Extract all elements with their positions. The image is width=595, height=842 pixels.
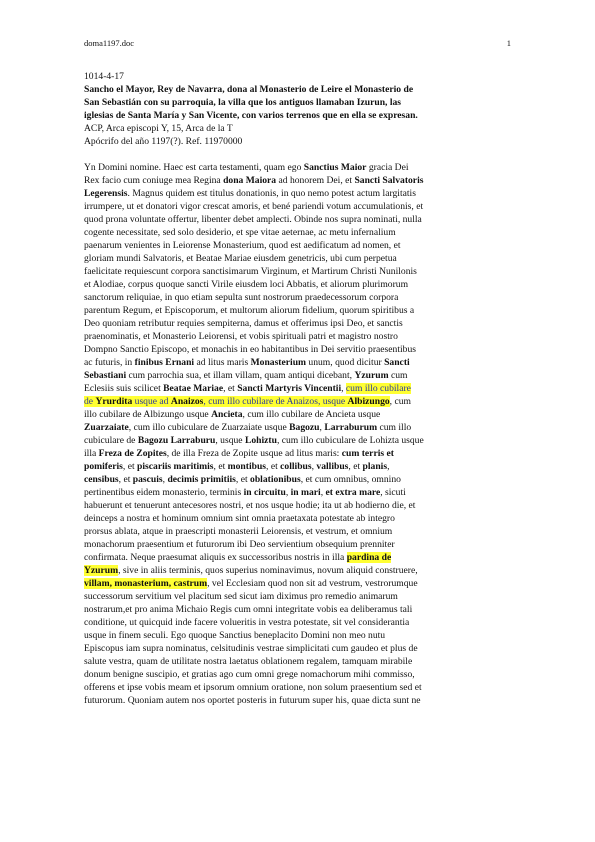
text-run: , de illa Freza de Zopite usque ad litus maris: — [166, 448, 342, 459]
body-line — [84, 317, 514, 330]
body-line — [84, 564, 514, 577]
text-run: et Alodiae, corpus quoque sancti Virile eiusdem loci Abbatis, et aliorum plurimorum — [84, 279, 409, 290]
body-line — [84, 174, 514, 187]
text-run: cum parrochia sua, et illam villam, quam antiqui dicebant, — [126, 370, 355, 381]
text-run: , — [320, 487, 326, 498]
body-line — [84, 369, 514, 382]
text-run: cubiculare de — [84, 435, 138, 446]
bold-text: Legerensis — [84, 188, 128, 199]
body-line — [84, 434, 514, 447]
text-run: ac futuris, in — [84, 357, 135, 368]
body-line — [84, 382, 514, 395]
text-run: Apócrifo del año 1197(?). Ref. 11970000 — [84, 136, 243, 147]
bold-text: San Sebastián con su parroquia, la villa que los antiguos llamaban Izurun, las — [84, 97, 402, 108]
body-line — [84, 629, 514, 642]
text-run: unum, quod dicitur — [306, 357, 385, 368]
body-line — [84, 161, 514, 174]
highlighted-text: Albizungo — [347, 396, 390, 407]
text-run: illa — [84, 448, 99, 459]
text-run: nostrarum,et pro anima Michaio Regis cum omni integritate vobis ea deliberamus tali — [84, 604, 413, 615]
body-line — [84, 551, 514, 564]
bold-text: pascuis — [132, 474, 163, 485]
body-line — [84, 577, 514, 590]
bold-text: Larraburum — [324, 422, 378, 433]
text-run: pertinentibus eidem monasterio, terminis — [84, 487, 244, 498]
text-run: gloriam mundi Salvatoris, et Beatae Mariae eiusdem genetricis, ubi cum perpetua — [84, 253, 397, 264]
text-run: Yn Domini nomine. Haec est carta testamenti, quam ego — [84, 162, 304, 173]
text-run: illo cubilare de Albizungo usque — [84, 409, 212, 420]
bold-text: dona Maiora — [223, 175, 277, 186]
text-run: ad honorem Dei, et — [276, 175, 355, 186]
bold-text: Sancti — [384, 357, 410, 368]
highlighted-text: Anaizos — [170, 396, 204, 407]
body-line — [84, 681, 514, 694]
bold-text: Bagozu — [289, 422, 320, 433]
text-run: Dompno Sanctio Episcopo, et monachis in eo habitantibus in Dei servitio praesentibus — [84, 344, 416, 355]
text-run: donum benigne suscipio, et gratias ago cum omni grege nomachorum mihi commisso, — [84, 669, 415, 680]
text-run: habuerunt et tenuerunt antecesores nostri, et nos usque hodie; ita ut ab hodierno die, et — [84, 500, 416, 511]
text-run: , et — [223, 383, 238, 394]
text-run: cogente necessitate, sed solo desiderio, et spe vitae aeternae, ac metu infernalium — [84, 227, 396, 238]
highlighted-text: usque ad — [132, 396, 171, 407]
bold-text: Sancho el Mayor, Rey de Navarra, dona al Monasterio de Leire el Monasterio de — [84, 84, 414, 95]
highlighted-text: Yzurum — [84, 565, 119, 576]
body-line — [84, 278, 514, 291]
body-line — [84, 226, 514, 239]
text-run: , cum — [389, 396, 411, 407]
body-line — [84, 525, 514, 538]
text-run: usque in finem seculi. Ego quoque Sanctius beneplacito Domini non meo nutu — [84, 630, 386, 641]
body-line — [84, 447, 514, 460]
highlighted-text: cum illo cubilare — [345, 383, 411, 394]
text-run: gracia Dei — [366, 162, 409, 173]
text-run: successorum servitium vel placitum sed sicut iam diximus pro remedio animarum — [84, 591, 398, 602]
body-line — [84, 486, 514, 499]
text-run: , vel Ecclesiam quod non sit ad vestrum, vestrorumque — [207, 578, 418, 589]
text-run: , et — [235, 474, 251, 485]
text-run: , et — [213, 461, 228, 472]
text-run: confirmata. Neque praesumat aliquis ex successoribus nostris in illa — [84, 552, 347, 563]
highlighted-text: , cum illo cubilare de Anaizos, usque — [203, 396, 348, 407]
bold-text: Freza de Zopites — [98, 448, 167, 459]
text-run: Deo quoniam retributur requies sempiterna, damus et offerimus ipsi Deo, et sanctis — [84, 318, 403, 329]
text-run: Rex facio cum coniuge mea Regina — [84, 175, 224, 186]
body-line — [84, 291, 514, 304]
text-run: cum illo — [377, 422, 412, 433]
bold-text: Ancieta — [211, 409, 243, 420]
text-run: monachorum praesentium et futurorum ibi Deo servientium obsequium prenniter — [84, 539, 395, 550]
bold-text: et extra mare — [325, 487, 381, 498]
bold-text: Sancti Martyris Vincentii — [237, 383, 342, 394]
text-run: , et — [266, 461, 281, 472]
text-run: praenominatis, et Monasterio Leiorensi, et vobis spirituali patri et magistro nostro — [84, 331, 398, 342]
body-line — [84, 421, 514, 434]
text-run: irrumpere, ut et donatori vigor crescat amoris, et bené pariendi votum accumulationis, et — [84, 201, 424, 212]
body-line — [84, 694, 514, 707]
text-run: prorsus ablata, atque in praescripti monasterii Leiorensis, et vestrum, et omnium — [84, 526, 393, 537]
text-run: faelicitate requiescunt corpora sanctisimarum Virginum, et Martirum Christi Nunilonis — [84, 266, 417, 277]
bold-text: Zuarzaiate — [84, 422, 129, 433]
text-run: , sicuti — [380, 487, 406, 498]
text-run: conditione, ut quicquid inde facere volueritis in vestra potestate, sit vel considerantia — [84, 617, 410, 628]
text-run: , et — [348, 461, 363, 472]
text-run: deinceps a nostra et hominum omnium sint omnia praetaxata potestate ab integro — [84, 513, 395, 524]
text-run: , et — [122, 461, 138, 472]
title-line — [84, 135, 514, 148]
body-line — [84, 473, 514, 486]
header-page-number: 1 — [506, 38, 511, 48]
body-line — [84, 356, 514, 369]
body-line — [84, 200, 514, 213]
text-run: , — [311, 461, 317, 472]
bold-text: planis — [362, 461, 388, 472]
title-line — [84, 83, 514, 96]
text-run: paenarum venientes in Leiorense Monasterium, quod est aedificatum ad nomen, et — [84, 240, 401, 251]
body-line — [84, 304, 514, 317]
text-run: , cum illo cubiculare de Zuarzaiate usque — [128, 422, 290, 433]
text-run: Eclesiis suis scilicet — [84, 383, 164, 394]
document-title-block — [84, 70, 514, 148]
title-line — [84, 122, 514, 135]
body-line — [84, 330, 514, 343]
body-line — [84, 655, 514, 668]
highlighted-text: pardina de — [346, 552, 392, 563]
text-run: offerens et ipse vobis meam et ipsorum omnium oratione, non solum praesentium sed et — [84, 682, 422, 693]
body-line — [84, 395, 514, 408]
text-run: , — [387, 461, 390, 472]
highlighted-text: villam, monasterium, castrum — [84, 578, 208, 589]
body-line — [84, 590, 514, 603]
bold-text: Bagozu Larraburu — [137, 435, 216, 446]
text-run: , et cum omnibus, omnino — [300, 474, 401, 485]
text-run: . Magnus quidem est titulus donationis, in quo nemo potest actum largitatis — [127, 188, 416, 199]
page-header — [84, 38, 511, 50]
highlighted-text: de — [84, 396, 96, 407]
body-line — [84, 538, 514, 551]
text-run: , cum illo cubiculare de Lohizta usque — [276, 435, 424, 446]
text-run: sanctorum reliquiae, in quo etiam sepulta sunt nostrorum praedecessorum corpora — [84, 292, 399, 303]
body-line — [84, 499, 514, 512]
text-run: ACP, Arca episcopi Y, 15, Arca de la T — [84, 123, 233, 134]
bold-text: iglesias de Santa María y San Vicente, con varios terrenos que en ella se expresan. — [84, 110, 418, 121]
bold-text: Monasterium — [250, 357, 307, 368]
highlighted-text: Yrurdita — [95, 396, 133, 407]
bold-text: vallibus — [316, 461, 349, 472]
text-run: , cum illo cubilare de Ancieta usque — [242, 409, 381, 420]
bold-text: decimis primitiis — [167, 474, 236, 485]
document-body — [84, 70, 514, 707]
text-run: salute vestra, quam de utilitate nostra laetatus oblationem regalem, tamquam mirabile — [84, 656, 413, 667]
text-run: futurorum. Quoniam autem nos oportet posteris in futurum super his, quae dicta sunt ne — [84, 695, 421, 706]
title-line — [84, 96, 514, 109]
bold-text: pomiferis — [84, 461, 123, 472]
text-run: ad litus maris — [194, 357, 251, 368]
bold-text: Yzurum — [354, 370, 389, 381]
bold-text: Beatae Mariae — [163, 383, 224, 394]
bold-text: finibus Ernani — [134, 357, 195, 368]
text-run: quod prona voluntate offertur, libenter debet amplecti. Obinde nos supra nominati, nulla — [84, 214, 422, 225]
text-run: , — [319, 422, 325, 433]
text-run: , — [341, 383, 346, 394]
bold-text: in circuitu — [243, 487, 286, 498]
body-line — [84, 265, 514, 278]
body-line — [84, 239, 514, 252]
bold-text: Sanctius Maior — [303, 162, 367, 173]
document-text-block — [84, 161, 514, 707]
text-run: , usque — [215, 435, 245, 446]
body-line — [84, 343, 514, 356]
text-run: 1014-4-17 — [84, 71, 124, 82]
header-filename: doma1197.doc — [84, 38, 134, 48]
bold-text: in mari — [290, 487, 321, 498]
body-line — [84, 616, 514, 629]
body-line — [84, 603, 514, 616]
title-line — [84, 70, 514, 83]
paragraph-gap — [84, 148, 514, 161]
bold-text: censibus — [84, 474, 119, 485]
text-run: cum — [388, 370, 408, 381]
body-line — [84, 408, 514, 421]
body-line — [84, 668, 514, 681]
body-line — [84, 252, 514, 265]
bold-text: Sancti Salvatoris — [354, 175, 424, 186]
bold-text: oblationibus — [250, 474, 301, 485]
text-run: , sive in aliis terminis, quos superius nominavimus, novum aliquid construere, — [118, 565, 418, 576]
body-line — [84, 460, 514, 473]
text-run: parentum Regum, et Episcoporum, et multorum aliorum fidelium, quorum spiritibus a — [84, 305, 415, 316]
bold-text: piscariis maritimis — [137, 461, 214, 472]
body-line — [84, 187, 514, 200]
text-run: , — [285, 487, 291, 498]
text-run: , — [162, 474, 168, 485]
text-run: , et — [118, 474, 133, 485]
text-run: Episcopus iam supra nominatus, celsitudinis vestrae simplicitati cum gaudeo et plus de — [84, 643, 418, 654]
bold-text: montibus — [227, 461, 267, 472]
title-line — [84, 109, 514, 122]
bold-text: Lohiztu — [244, 435, 277, 446]
body-line — [84, 642, 514, 655]
body-line — [84, 512, 514, 525]
bold-text: Sebastiani — [84, 370, 127, 381]
bold-text: collibus — [280, 461, 312, 472]
bold-text: cum terris et — [341, 448, 394, 459]
body-line — [84, 213, 514, 226]
